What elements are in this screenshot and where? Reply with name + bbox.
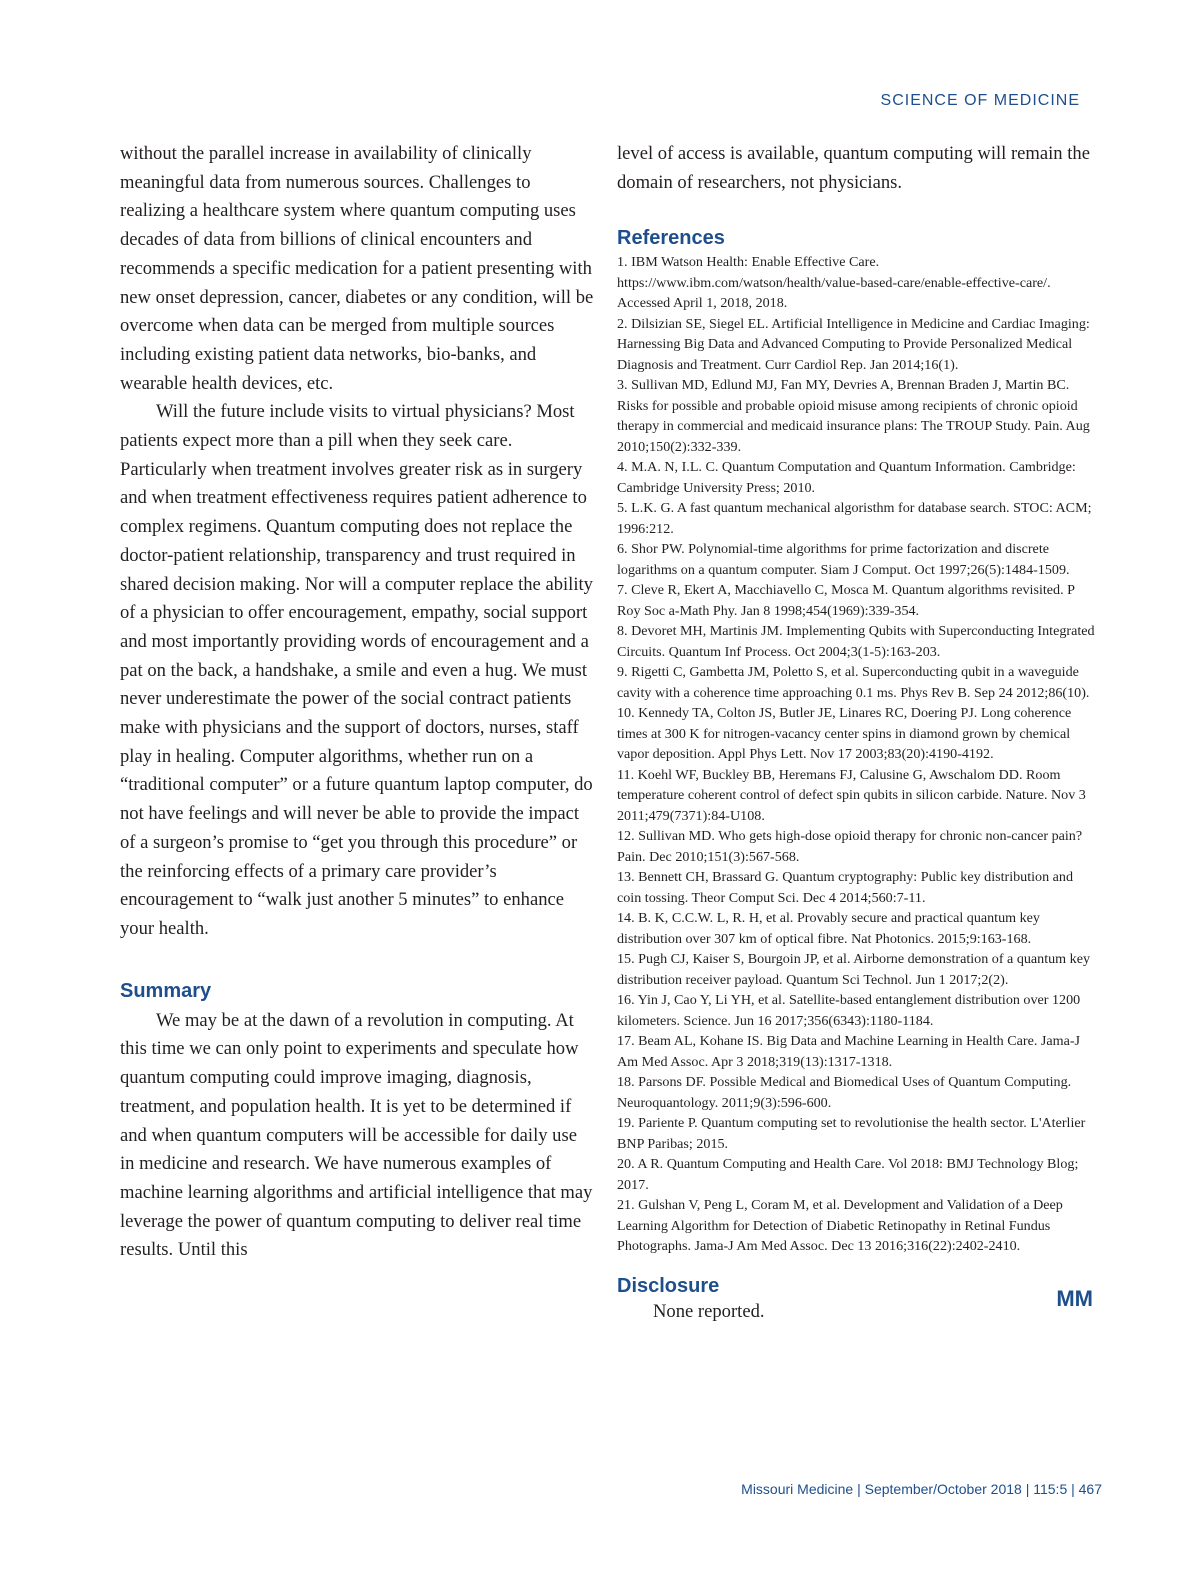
reference-item: 17. Beam AL, Kohane IS. Big Data and Machine Learning in Health Care. Jama-J Am Med Assoc. Apr 3 2018;319(13):1317-1318. bbox=[617, 1033, 1081, 1070]
disclosure-heading: Disclosure bbox=[617, 1274, 720, 1297]
reference-item: 5. L.K. G. A fast quantum mechanical algoristhm for database search. STOC: ACM; 1996:212. bbox=[617, 500, 1092, 537]
reference-item: 14. B. K, C.C.W. L, R. H, et al. Provably secure and practical quantum key distribution over 307 km of optical fibre. Nat Photonics. 2015;9:163-168. bbox=[617, 910, 1040, 947]
reference-item: 9. Rigetti C, Gambetta JM, Poletto S, et al. Superconducting qubit in a waveguide cavity with a coherence time approaching 0.1 ms. Phys Rev B. Sep 24 2012;86(10). bbox=[617, 664, 1090, 701]
disclosure-text: None reported. bbox=[653, 1300, 765, 1322]
reference-item: 7. Cleve R, Ekert A, Macchiavello C, Mosca M. Quantum algorithms revisited. P Roy Soc a-Math Phy. Jan 8 1998;454(1969):339-354. bbox=[617, 582, 1075, 619]
reference-item: 18. Parsons DF. Possible Medical and Biomedical Uses of Quantum Computing. Neuroquantology. 2011;9(3):596-600. bbox=[617, 1074, 1072, 1111]
body-paragraph: without the parallel increase in availability of clinically meaningful data from numerous sources. Challenges to realizing a healthcare system where quantum computing uses decades of data from billions of clinical encounters and recommends a specific medication for a patient presenting with new onset depression, cancer, diabetes or any condition, will be overcome when data can be merged from multiple sources including existing patient data networks, bio-banks, and wearable health devices, etc. bbox=[120, 143, 594, 394]
reference-item: 13. Bennett CH, Brassard G. Quantum cryptography: Public key distribution and coin tossing. Theor Comput Sci. Dec 4 2014;560:7-11. bbox=[617, 869, 1074, 906]
summary-heading: Summary bbox=[120, 979, 212, 1002]
page-footer: Missouri Medicine | September/October 2018 | 115:5 | 467 bbox=[741, 1481, 1102, 1497]
reference-item: 11. Koehl WF, Buckley BB, Heremans FJ, Calusine G, Awschalom DD. Room temperature coherent control of defect spin qubits in silicon carbide. Nature. Nov 3 2011;479(7371):84-U108. bbox=[617, 766, 1086, 824]
reference-item: 3. Sullivan MD, Edlund MJ, Fan MY, Devries A, Brennan Braden J, Martin BC. Risks for possible and probable opioid misuse among recipients of chronic opioid therapy in commercial and medicaid insurance plans: The TROUP Study. Pain. Aug 2010;150(2):332-339. bbox=[617, 377, 1090, 455]
reference-item: 1. IBM Watson Health: Enable Effective Care. https://www.ibm.com/watson/health/value-based-care/enable-effective-care/. Accessed April 1, 2018, 2018. bbox=[617, 254, 1051, 312]
section-label: SCIENCE OF MEDICINE bbox=[880, 92, 1080, 109]
reference-item: 15. Pugh CJ, Kaiser S, Bourgoin JP, et al. Airborne demonstration of a quantum key distribution receiver payload. Quantum Sci Technol. Jun 1 2017;2(2). bbox=[617, 951, 1091, 988]
left-column bbox=[120, 140, 595, 1265]
reference-item: 19. Pariente P. Quantum computing set to revolutionise the health sector. L'Aterlier BNP Paribas; 2015. bbox=[617, 1115, 1086, 1152]
reference-item: 21. Gulshan V, Peng L, Coram M, et al. Development and Validation of a Deep Learning Algorithm for Detection of Diabetic Retinopathy in Retinal Fundus Photographs. Jama-J Am Med Assoc. Dec 13 2016;316(22):2402-2410. bbox=[617, 1197, 1063, 1255]
references-heading: References bbox=[617, 227, 725, 250]
reference-item: 16. Yin J, Cao Y, Li YH, et al. Satellite-based entanglement distribution over 1200 kilometers. Science. Jun 16 2017;356(6343):1180-1184. bbox=[617, 992, 1081, 1029]
body-paragraph: Will the future include visits to virtual physicians? Most patients expect more than a pill when they seek care. Particularly when treatment involves greater risk as in surgery and when treatment effectiveness requires patient adherence to complex regimens. Quantum computing does not replace the doctor-patient relationship, transparency and trust required in shared decision making. Nor will a computer replace the ability of a physician to offer encouragement, empathy, social support and most importantly providing words of encouragement and a pat on the back, a handshake, a smile and even a hug. We must never underestimate the power of the social contract patients make with physicians and the support of doctors, nurses, staff play in healing. Computer algorithms, whether run on a “traditional computer” or a future quantum laptop computer, do not have feelings and will never be able to provide the impact of a surgeon’s promise to “get you through this procedure” or the reinforcing effects of a primary care provider’s encouragement to “walk just another 5 minutes” to enhance your health. bbox=[120, 401, 593, 939]
reference-item: 8. Devoret MH, Martinis JM. Implementing Qubits with Superconducting Integrated Circuits. Quantum Inf Process. Oct 2004;3(1-5):163-203. bbox=[617, 623, 1095, 660]
body-paragraph: level of access is available, quantum computing will remain the domain of researchers, not physicians. bbox=[617, 143, 1090, 193]
reference-item: 12. Sullivan MD. Who gets high-dose opioid therapy for chronic non-cancer pain? Pain. Dec 2010;151(3):567-568. bbox=[617, 828, 1083, 865]
reference-item: 20. A R. Quantum Computing and Health Care. Vol 2018: BMJ Technology Blog; 2017. bbox=[617, 1156, 1079, 1193]
references-list bbox=[617, 252, 1095, 1257]
reference-item: 2. Dilsizian SE, Siegel EL. Artificial Intelligence in Medicine and Cardiac Imaging: Harnessing Big Data and Advanced Computing to Provide Personalized Medical Diagnosis and Treatment. Curr Cardiol Rep. Jan 2014;16(1). bbox=[617, 315, 1090, 373]
reference-item: 6. Shor PW. Polynomial-time algorithms for prime factorization and discrete logarithms on a quantum computer. Siam J Comput. Oct 1997;26(5):1484-1509. bbox=[617, 541, 1070, 578]
reference-item: 4. M.A. N, I.L. C. Quantum Computation and Quantum Information. Cambridge: Cambridge University Press; 2010. bbox=[617, 459, 1076, 496]
right-column bbox=[617, 140, 1095, 1326]
reference-item: 10. Kennedy TA, Colton JS, Butler JE, Linares RC, Doering PJ. Long coherence times at 300 K for nitrogen-vacancy center spins in diamond grown by chemical vapor deposition. Appl Phys Lett. Nov 17 2003;83(20):4190-4192. bbox=[617, 705, 1072, 763]
summary-paragraph: We may be at the dawn of a revolution in computing. At this time we can only point to experiments and speculate how quantum computing could improve imaging, diagnosis, treatment, and population health. It is yet to be determined if and when quantum computers will be accessible for daily use in medicine and research. We have numerous examples of machine learning algorithms and artificial intelligence that may leverage the power of quantum computing to deliver real time results. Until this bbox=[120, 1009, 593, 1261]
end-mark-logo: MM bbox=[1056, 1285, 1093, 1311]
